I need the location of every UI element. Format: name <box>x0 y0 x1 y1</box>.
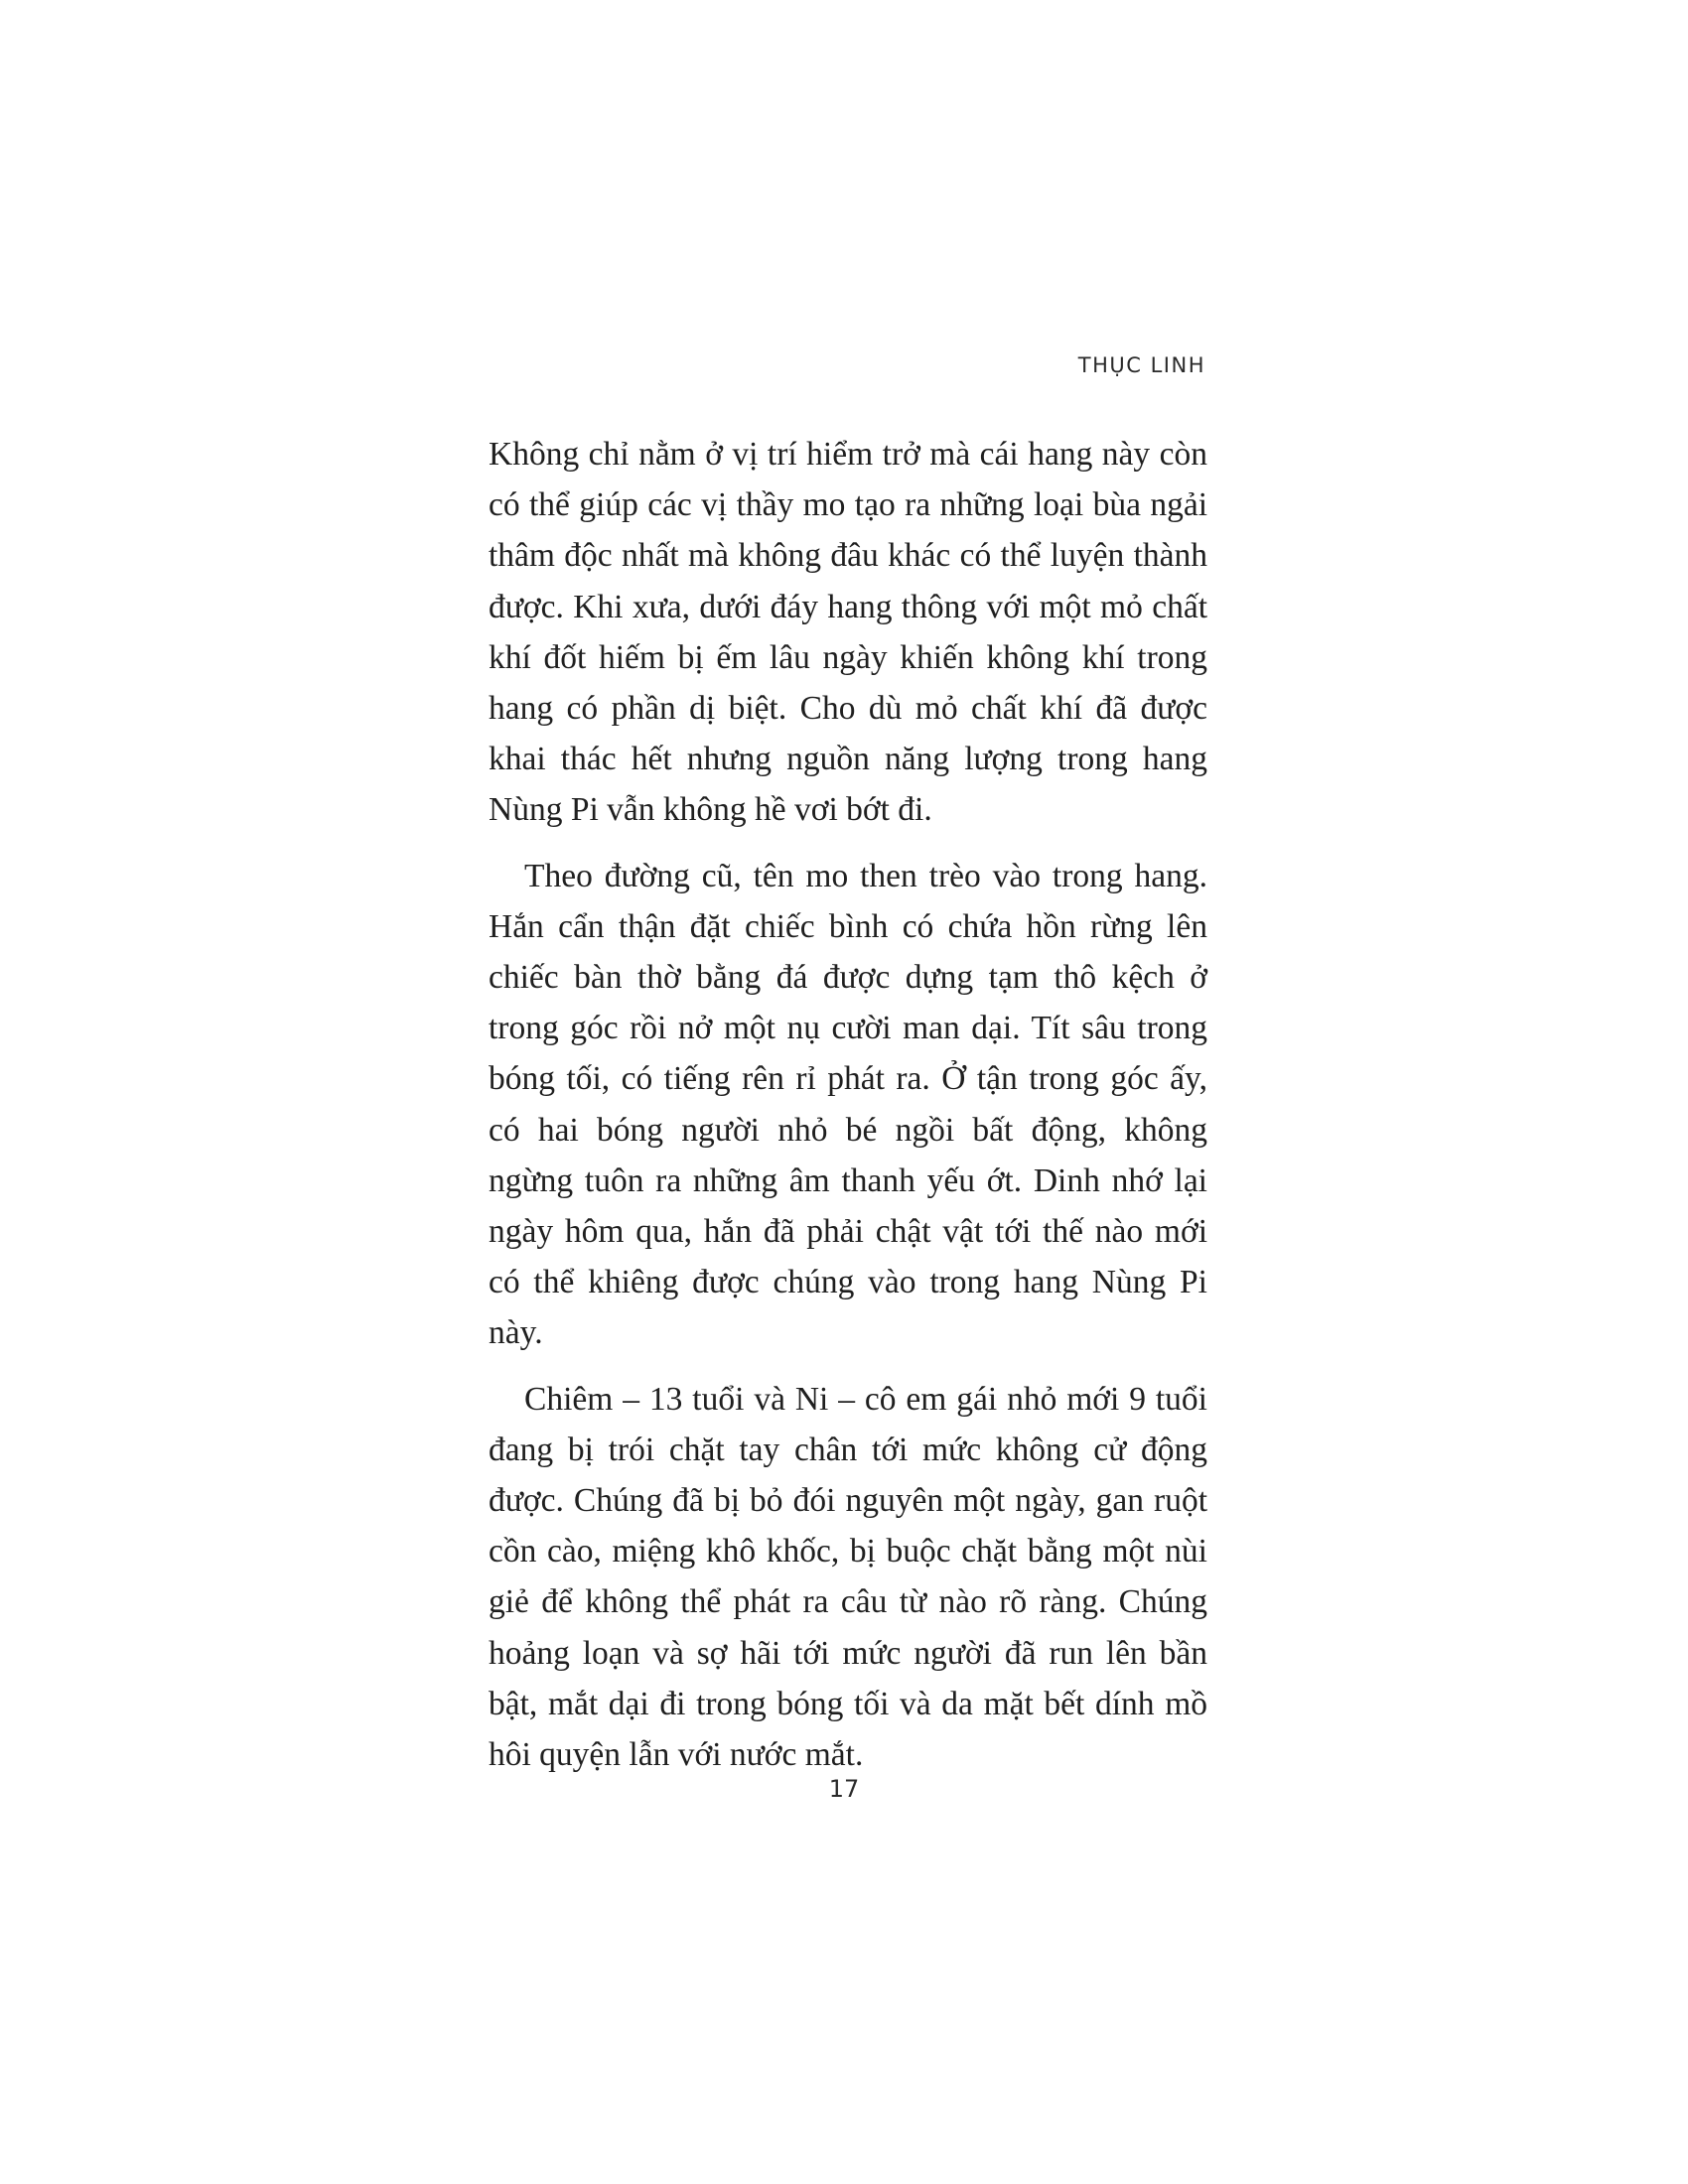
page-number: 17 <box>828 1775 860 1803</box>
body-text <box>489 429 1207 1795</box>
paragraph: Không chỉ nằm ở vị trí hiểm trở mà cái hang này còn có thể giúp các vị thầy mo tạo ra những loại bùa ngải thâm độc nhất mà không đâu khác có thể luyện thành được. Khi xưa, dưới đáy hang thông với một mỏ chất khí đốt hiếm bị ếm lâu ngày khiến không khí trong hang có phần dị biệt. Cho dù mỏ chất khí đã được khai thác hết nhưng nguồn năng lượng trong hang Nùng Pi vẫn không hề vơi bớt đi. <box>489 436 1207 829</box>
paragraph: Chiêm – 13 tuổi và Ni – cô em gái nhỏ mới 9 tuổi đang bị trói chặt tay chân tới mức không cử động được. Chúng đã bị bỏ đói nguyên một ngày, gan ruột cồn cào, miệng khô khốc, bị buộc chặt bằng một nùi giẻ để không thể phát ra câu từ nào rõ ràng. Chúng hoảng loạn và sợ hãi tới mức người đã run lên bần bật, mắt dại đi trong bóng tối và da mặt bết dính mồ hôi quyện lẫn với nước mắt. <box>489 1380 1207 1774</box>
paragraph: Theo đường cũ, tên mo then trèo vào trong hang. Hắn cẩn thận đặt chiếc bình có chứa hồn rừng lên chiếc bàn thờ bằng đá được dựng tạm thô kệch ở trong góc rồi nở một nụ cười man dại. Tít sâu trong bóng tối, có tiếng rên rỉ phát ra. Ở tận trong góc ấy, có hai bóng người nhỏ bé ngồi bất động, không ngừng tuôn ra những âm thanh yếu ớt. Dinh nhớ lại ngày hôm qua, hắn đã phải chật vật tới thế nào mới có thể khiêng được chúng vào trong hang Nùng Pi này. <box>489 857 1207 1352</box>
running-header: THỤC LINH <box>1077 353 1205 377</box>
